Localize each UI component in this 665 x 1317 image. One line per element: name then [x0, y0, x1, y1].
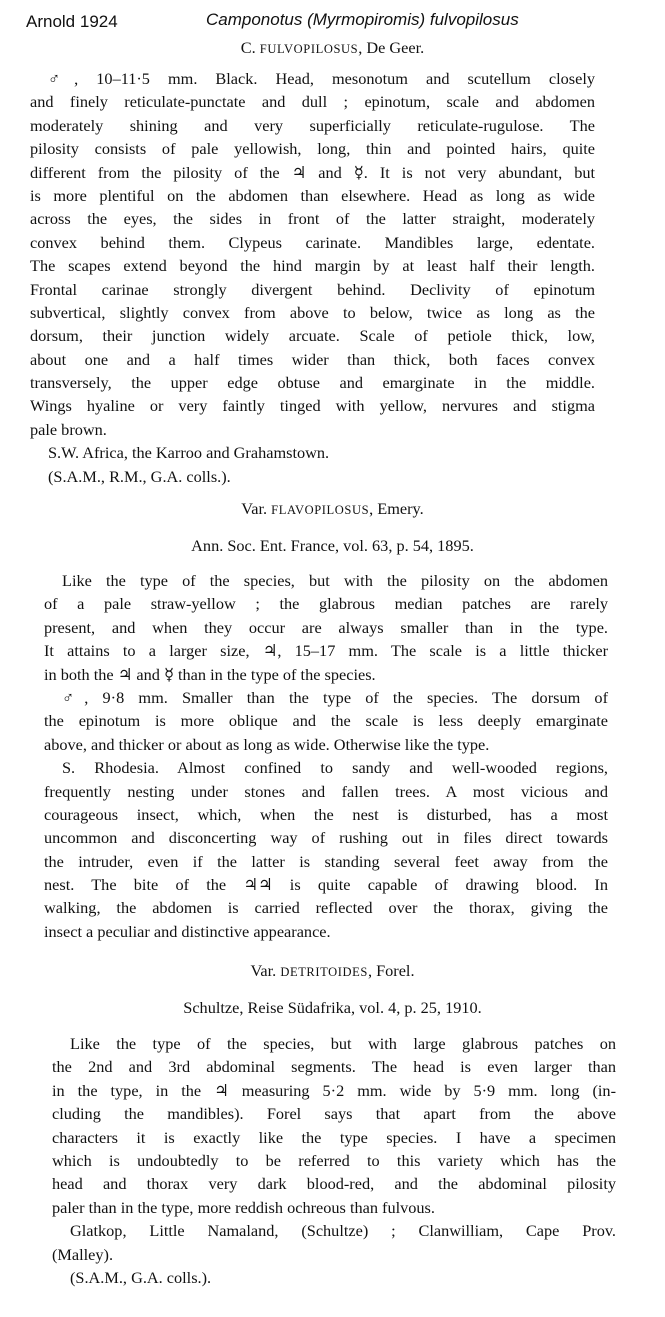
text-line: Like the type of the species, but with the pilosity on the abdomen	[62, 571, 608, 590]
locality-line: S.W. Africa, the Karroo and Grahamstown.	[48, 443, 330, 463]
species-title: Camponotus (Myrmopiromis) fulvopilosus	[206, 10, 519, 29]
text-line: the epinotum is more oblique and the scale is less deeply emarginate	[44, 711, 608, 731]
text-line: in the type, in the ♃ measuring 5·2 mm. wide by 5·9 mm. long (in-	[52, 1080, 616, 1100]
text-line: paler than in the type, more reddish ochreous than fulvous.	[52, 1197, 435, 1217]
species-heading-suffix: , De Geer.	[358, 38, 425, 57]
text-line: nest. The bite of the ♃♃ is quite capable of drawing blood. In	[44, 875, 608, 895]
text-line: is more plentiful on the abdomen than elsewhere. Head as long as wide	[30, 185, 595, 205]
text-line: It attains to a larger size, ♃, 15–17 mm. The scale is a little thicker	[44, 641, 608, 661]
text-line: Wings hyaline or very faintly tinged with yellow, nervures and stigma	[30, 396, 595, 416]
male-description	[30, 67, 595, 488]
text-line: walking, the abdomen is carried reflected over the thorax, giving the	[44, 898, 608, 918]
collections-line: (S.A.M., G.A. colls.).	[70, 1267, 212, 1287]
variety-reference: Ann. Soc. Ent. France, vol. 63, p. 54, 1895.	[191, 536, 474, 555]
text-line: above, and thicker or about as long as wide. Otherwise like the type.	[44, 734, 490, 754]
text-line: subvertical, slightly convex from above to below, twice as long as the	[30, 302, 595, 322]
variety-heading-suffix: , Emery.	[369, 499, 424, 518]
text-line: of a pale straw-yellow ; the glabrous median patches are rarely	[44, 594, 608, 614]
collections-line: (S.A.M., R.M., G.A. colls.).	[48, 466, 231, 486]
variety-heading-prefix: Var.	[250, 961, 277, 980]
text-line: pilosity consists of pale yellowish, long, thin and pointed hairs, quite	[30, 139, 595, 159]
text-line: characters it is exactly like the type species. I have a specimen	[52, 1127, 616, 1147]
text-line: and finely reticulate-punctate and dull ; epinotum, scale and abdomen	[30, 92, 595, 112]
variety-heading	[0, 498, 665, 520]
text-line: in both the ♃ and ☿ than in the type of the species.	[44, 664, 376, 684]
variety-heading-name: FLAVOPILOSUS	[271, 503, 370, 517]
author-year: Arnold 1924	[26, 12, 118, 31]
variety-description	[52, 1032, 616, 1289]
text-line: moderately shining and very superficially reticulate-rugulose. The	[30, 115, 595, 135]
variety-heading-name: DETRITOIDES	[280, 965, 368, 979]
locality-line: Glatkop, Little Namaland, (Schultze) ; Clanwilliam, Cape Prov.	[70, 1221, 616, 1241]
variety-heading-prefix: Var.	[241, 499, 268, 518]
text-line: pale brown.	[30, 419, 107, 439]
text-line: Like the type of the species, but with large glabrous patches on	[70, 1034, 616, 1053]
text-line: ♂, 9·8 mm. Smaller than the type of the species. The dorsum of	[62, 687, 608, 707]
text-line: frequently nesting under stones and fallen trees. A most vicious and	[44, 781, 608, 801]
text-line: different from the pilosity of the ♃ and ☿. It is not very abundant, but	[30, 162, 595, 182]
variety-heading-suffix: , Forel.	[367, 961, 415, 980]
text-line: Frontal carinae strongly divergent behind. Declivity of epinotum	[30, 279, 595, 299]
text-line: uncommon and disconcerting way of rushing out in files direct towards	[44, 828, 608, 848]
variety-heading	[0, 960, 665, 982]
text-line: about one and a half times wider than thick, both faces convex	[30, 349, 595, 369]
species-heading-prefix: C.	[240, 38, 256, 57]
text-line: the 2nd and 3rd abdominal segments. The head is even larger than	[52, 1057, 616, 1077]
text-line: convex behind them. Clypeus carinate. Mandibles large, edentate.	[30, 232, 595, 252]
text-line: the intruder, even if the latter is standing several feet away from the	[44, 851, 608, 871]
text-line: across the eyes, the sides in front of the latter straight, moderately	[30, 209, 595, 229]
text-line: present, and when they occur are always smaller than in the type.	[44, 617, 608, 637]
text-line: transversely, the upper edge obtuse and emarginate in the middle.	[30, 373, 595, 393]
text-line: insect a peculiar and distinctive appearance.	[44, 921, 331, 941]
species-heading-name: FULVOPILOSUS	[259, 42, 359, 56]
variety-description	[44, 569, 608, 943]
text-line: courageous insect, which, when the nest is disturbed, has a most	[44, 804, 608, 824]
text-line: cluding the mandibles). Forel says that apart from the above	[52, 1104, 616, 1124]
text-line: The scapes extend beyond the hind margin by at least half their length.	[30, 256, 595, 276]
text-line: dorsum, their junction widely arcuate. Scale of petiole thick, low,	[30, 326, 595, 346]
text-line: which is undoubtedly to be referred to this variety which has the	[52, 1150, 616, 1170]
text-line: head and thorax very dark blood-red, and the abdominal pilosity	[52, 1174, 616, 1194]
species-heading	[0, 37, 665, 59]
text-line: ♂, 10–11·5 mm. Black. Head, mesonotum and scutellum closely	[48, 69, 595, 88]
text-line: S. Rhodesia. Almost confined to sandy and well-wooded regions,	[62, 758, 608, 778]
locality-line: (Malley).	[52, 1244, 114, 1264]
variety-reference: Schultze, Reise Südafrika, vol. 4, p. 25, 1910.	[183, 998, 482, 1017]
